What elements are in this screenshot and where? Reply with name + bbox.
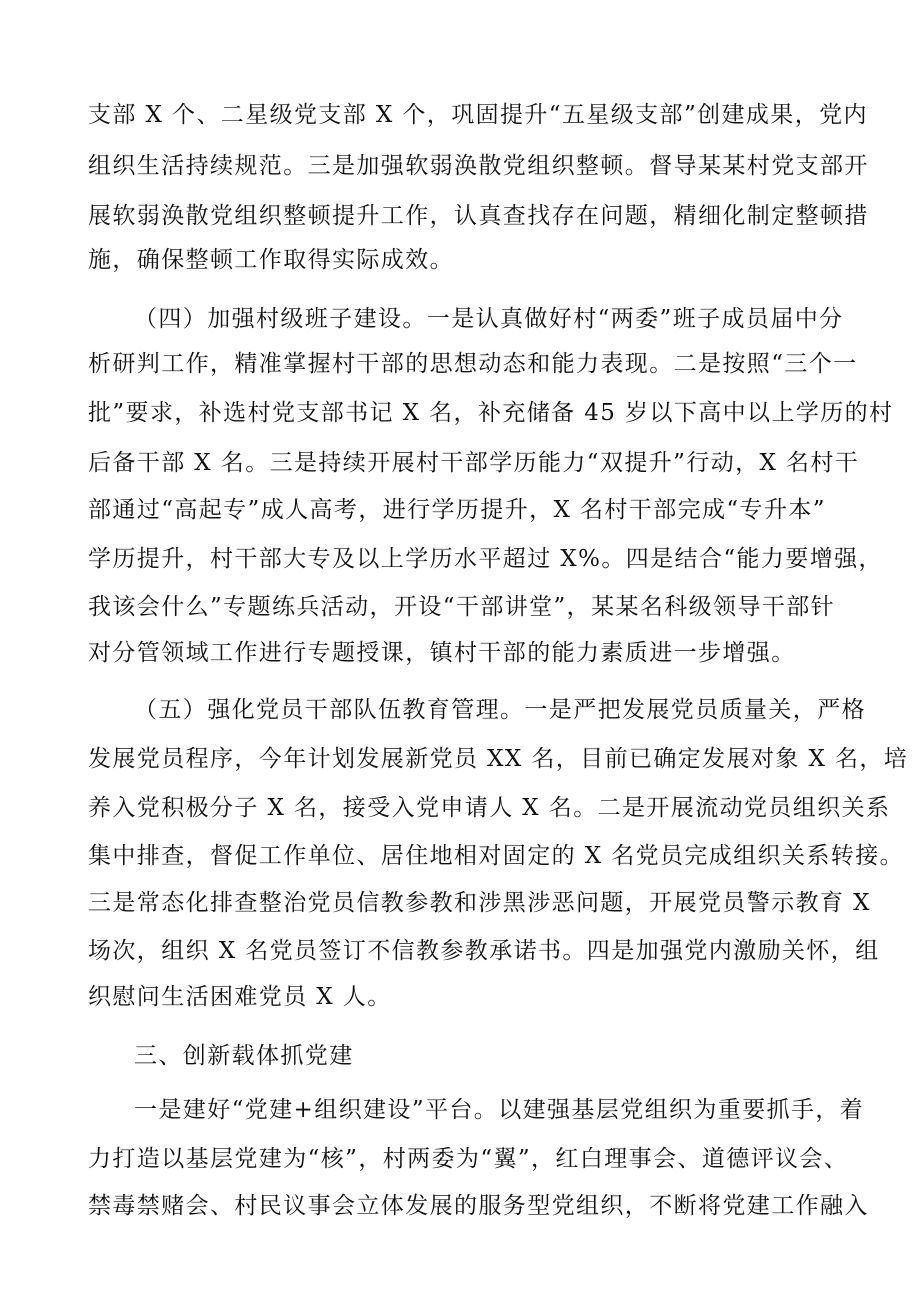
- text-line: 支部 X 个、二星级党支部 X 个，巩固提升“五星级支部”创建成果，党内: [88, 102, 868, 128]
- section-heading: 三、创新载体抓党建: [134, 1043, 354, 1069]
- text-line: 禁毒禁赌会、村民议事会立体发展的服务型党组织，不断将党建工作融入: [88, 1193, 869, 1219]
- text-line: 析研判工作，精准掌握村干部的思想动态和能力表现。二是按照“三个一: [88, 351, 858, 377]
- paragraph-4-first-line: （四）加强村级班子建设。一是认真做好村“两委”班子成员届中分: [134, 306, 844, 332]
- text-line: 力打造以基层党建为“核”，村两委为“翼”，红白理事会、道德评议会、: [88, 1146, 849, 1172]
- text-line: 对分管领域工作进行专题授课，镇村干部的能力素质进一步增强。: [88, 640, 796, 666]
- text-line: 后备干部 X 名。三是持续开展村干部学历能力“双提升”行动，X 名村干: [88, 450, 860, 476]
- paragraph-5-first-line: （五）强化党员干部队伍教育管理。一是严把发展党员质量关，严格: [134, 697, 866, 723]
- text-line: 三是常态化排查整治党员信教参教和涉黑涉恶问题，开展党员警示教育 X: [88, 890, 871, 916]
- text-line: 场次，组织 X 名党员签订不信教参教承诺书。四是加强党内激励关怀，组: [88, 938, 880, 964]
- text-line: 部通过“高起专”成人高考，进行学历提升，X 名村干部完成“专升本”: [88, 497, 826, 523]
- text-line: 养入党积极分子 X 名，接受入党申请人 X 名。二是开展流动党员组织关系: [88, 795, 891, 821]
- text-line: 织慰问生活困难党员 X 人。: [88, 984, 392, 1010]
- text-line: 展软弱涣散党组织整顿提升工作，认真查找存在问题，精细化制定整顿措: [88, 203, 869, 229]
- text-line: 发展党员程序，今年计划发展新党员 XX 名，目前已确定发展对象 X 名，培: [88, 746, 909, 772]
- text-line: 批”要求，补选村党支部书记 X 名，补充储备 45 岁以下高中以上学历的村: [88, 400, 894, 426]
- text-line: 集中排查，督促工作单位、居住地相对固定的 X 名党员完成组织关系转接。: [88, 843, 904, 869]
- section-3-first-line: 一是建好“党建+组织建设”平台。以建强基层党组织为重要抓手，着: [134, 1097, 865, 1123]
- text-line: 施，确保整顿工作取得实际成效。: [88, 247, 454, 273]
- text-line: 组织生活持续规范。三是加强软弱涣散党组织整顿。督导某某村党支部开: [88, 153, 869, 179]
- text-line: 我该会什么”专题练兵活动，开设“干部讲堂”，某某名科级领导干部针: [88, 594, 836, 620]
- text-line: 学历提升，村干部大专及以上学历水平超过 X%。四是结合“能力要增强，: [88, 546, 883, 572]
